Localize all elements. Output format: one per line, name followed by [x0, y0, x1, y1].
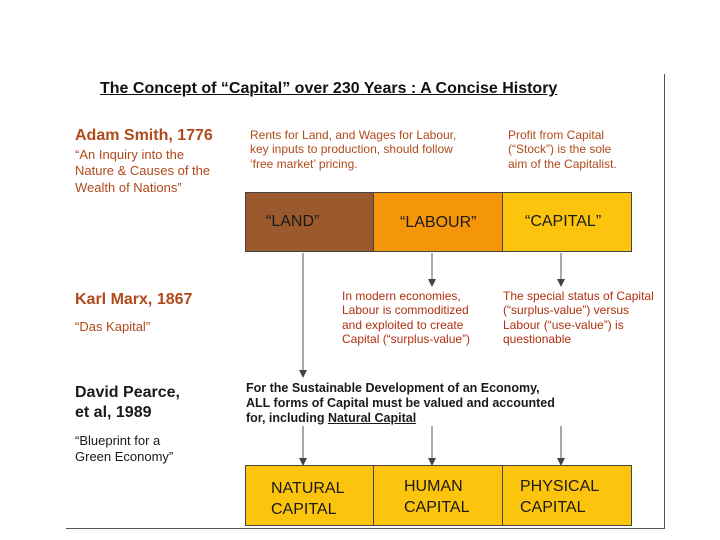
smith-note-line: (“Stock”) is the sole: [508, 142, 612, 157]
diagram-title: The Concept of “Capital” over 230 Years : A Concise History: [100, 80, 558, 97]
smith-work-line: “An Inquiry into the: [75, 147, 185, 162]
smith-note-line: ‘free market’ pricing.: [250, 156, 358, 171]
marx-note-line: Labour is commoditized: [342, 303, 469, 318]
smith-note-line: key inputs to production, should follow: [250, 142, 453, 157]
land-label: “LAND”: [266, 213, 320, 230]
smith-note-line: aim of the Capitalist.: [508, 156, 617, 171]
marx-note-line: Capital (“surplus-value”): [342, 332, 471, 347]
natural-capital-line: NATURAL: [271, 480, 345, 497]
human-capital-line: HUMAN: [404, 478, 463, 495]
pearce-note-line: For the Sustainable Development of an Economy,: [246, 381, 540, 395]
natural-capital-line: CAPITAL: [271, 500, 337, 518]
pearce-note-prefix: for, including: [246, 411, 328, 425]
marx-note-line: Labour (“use-value”) is: [503, 317, 624, 332]
pearce-work-line: “Blueprint for a: [75, 433, 161, 448]
physical-capital-line: CAPITAL: [520, 498, 586, 516]
labour-label: “LABOUR”: [400, 214, 477, 231]
physical-capital-line: PHYSICAL: [520, 478, 600, 495]
marx-note-line: questionable: [503, 332, 572, 347]
human-capital-line: CAPITAL: [404, 498, 470, 516]
smith-note-line: Profit from Capital: [508, 128, 605, 142]
smith-work-line: Wealth of Nations”: [75, 179, 182, 195]
marx-note-line: and exploited to create: [342, 317, 464, 332]
marx-note-line: (“surplus-value”) versus: [503, 303, 630, 318]
marx-note-line: The special status of Capital: [503, 289, 654, 303]
natural-capital-link-text: Natural Capital: [327, 411, 417, 425]
pearce-note-line: ALL forms of Capital must be valued and accounted: [246, 396, 555, 410]
smith-author: Adam Smith, 1776: [75, 127, 213, 144]
smith-work-line: Nature & Causes of the: [75, 163, 211, 179]
pearce-work-line: Green Economy”: [75, 449, 174, 465]
marx-author: Karl Marx, 1867: [75, 291, 193, 308]
capital-label: “CAPITAL”: [525, 213, 602, 230]
pearce-author-line: et al, 1989: [75, 404, 152, 421]
pearce-author-line: David Pearce,: [75, 384, 180, 401]
smith-note-line: Rents for Land, and Wages for Labour,: [250, 128, 457, 142]
marx-work: “Das Kapital”: [75, 319, 151, 334]
marx-note-line: In modern economies,: [342, 289, 461, 303]
